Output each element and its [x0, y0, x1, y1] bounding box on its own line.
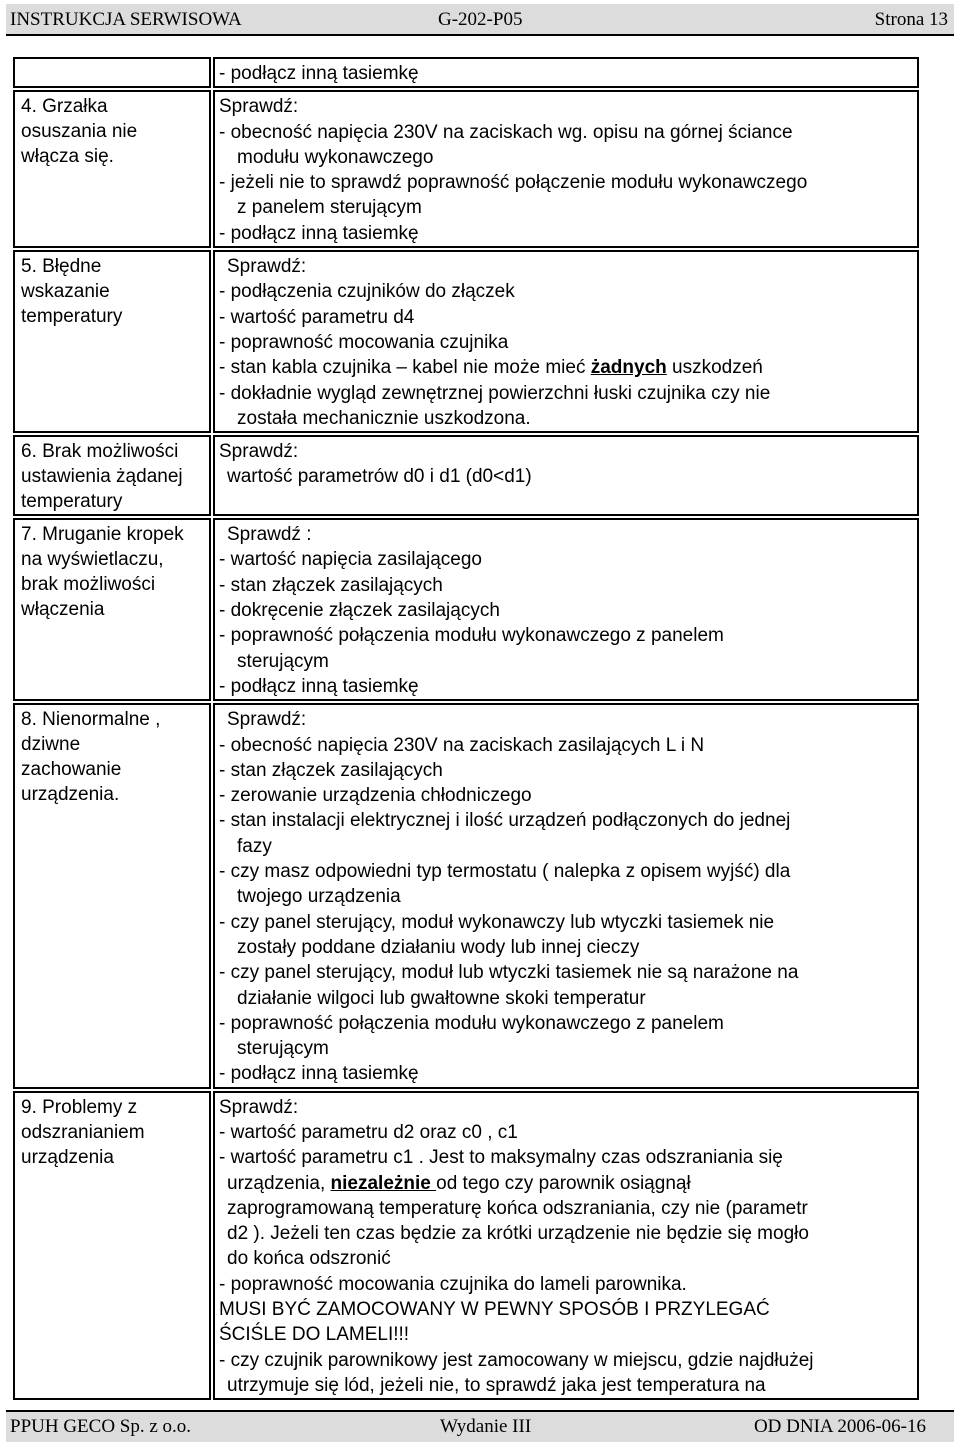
- footer-company: PPUH GECO Sp. z o.o.: [10, 1416, 192, 1437]
- footer-edition: Wydanie III: [440, 1416, 532, 1437]
- check-line: wartość parametrów d0 i d1 (d0<d1): [227, 466, 532, 488]
- check-line: - wartość parametru d4: [219, 306, 415, 328]
- page-footer: [6, 1410, 954, 1442]
- check-line: - obecność napięcia 230V na zaciskach wg. opisu na górnej ściance: [219, 121, 793, 143]
- check-line: sterującym: [237, 650, 329, 672]
- check-line: Sprawdź:: [219, 1096, 299, 1118]
- check-line: fazy: [237, 835, 272, 857]
- check-line: Sprawdź :: [227, 524, 312, 546]
- check-cell: [213, 57, 919, 88]
- check-line: Sprawdź:: [227, 709, 307, 731]
- check-text: uszkodzeń: [666, 357, 763, 379]
- check-line: Sprawdź:: [227, 256, 307, 278]
- check-line: - jeżeli nie to sprawdź poprawność połączenie modułu wykonawczego: [219, 172, 808, 194]
- problem-line: 7. Mruganie kropek: [21, 524, 184, 546]
- header-title: INSTRUKCJA SERWISOWA: [10, 9, 242, 30]
- check-line: twojego urządzenia: [237, 886, 401, 908]
- table-row: [13, 703, 919, 1088]
- check-cell: [213, 1091, 919, 1401]
- problem-line: odszranianiem: [21, 1121, 145, 1143]
- check-line: - wartość napięcia zasilającego: [219, 549, 482, 571]
- problem-cell: [13, 703, 211, 1088]
- check-line: MUSI BYĆ ZAMOCOWANY W PEWNY SPOSÓB I PRZYLEGAĆ: [219, 1299, 770, 1321]
- check-line: - czy czujnik parownikowy jest zamocowany w miejscu, gdzie najdłużej: [219, 1349, 814, 1371]
- check-line: - wartość parametru c1 . Jest to maksymalny czas odszraniania się: [219, 1147, 783, 1169]
- table-row: [13, 1091, 919, 1401]
- check-emphasis: żadnych: [590, 357, 667, 379]
- problem-line: temperatury: [21, 491, 123, 513]
- check-text: - stan kabla czujnika – kabel nie może mieć: [219, 357, 591, 379]
- problem-line: 5. Błędne: [21, 256, 102, 278]
- problem-line: temperatury: [21, 306, 123, 328]
- check-line: działanie wilgoci lub gwałtowne skoki temperatur: [237, 987, 646, 1009]
- check-line: - poprawność połączenia modułu wykonawczego z panelem: [219, 625, 724, 647]
- problem-line: 4. Grzałka: [21, 96, 108, 118]
- header-page-number: Strona 13: [874, 9, 948, 30]
- problem-line: włącza się.: [21, 146, 114, 168]
- check-line: - dokładnie wygląd zewnętrznej powierzchni łuski czujnika czy nie: [219, 382, 771, 404]
- check-line: - czy masz odpowiedni typ termostatu ( nalepka z opisem wyjść) dla: [219, 861, 791, 883]
- page-header: [6, 4, 954, 36]
- problem-cell: [13, 90, 211, 248]
- problem-line: osuszania nie: [21, 121, 138, 143]
- check-line: - zerowanie urządzenia chłodniczego: [219, 785, 532, 807]
- check-line: - stan złączek zasilających: [219, 759, 443, 781]
- check-line: Sprawdź:: [219, 96, 299, 118]
- footer-date: OD DNIA 2006-06-16: [753, 1416, 926, 1437]
- check-line: sterującym: [237, 1038, 329, 1060]
- check-line: - podłącz inną tasiemkę: [219, 222, 419, 244]
- problem-line: brak możliwości: [21, 574, 156, 596]
- check-text: urządzenia,: [227, 1172, 331, 1194]
- problem-line: 6. Brak możliwości: [21, 441, 179, 463]
- check-line: - stan złączek zasilających: [219, 574, 443, 596]
- check-line: utrzymuje się lód, jeżeli nie, to sprawdź jaka jest temperatura na: [227, 1374, 766, 1396]
- check-cell: [213, 703, 919, 1088]
- problem-line: na wyświetlaczu,: [21, 549, 164, 571]
- check-cell: [213, 90, 919, 248]
- check-emphasis: niezależnie: [330, 1172, 437, 1194]
- check-line: - poprawność mocowania czujnika do lameli parownika.: [219, 1273, 687, 1295]
- table-row: [13, 518, 919, 701]
- troubleshooting-table: [11, 55, 921, 1402]
- check-line: - czy panel sterujący, moduł wykonawczy lub wtyczki tasiemek nie: [219, 911, 775, 933]
- header-code: G-202-P05: [438, 9, 523, 30]
- problem-line: urządzenia: [21, 1146, 114, 1168]
- check-line: - poprawność połączenia modułu wykonawczego z panelem: [219, 1012, 724, 1034]
- check-line: [219, 355, 911, 380]
- problem-line: włączenia: [21, 599, 105, 621]
- problem-line: 8. Nienormalne ,: [21, 709, 161, 731]
- problem-line: wskazanie: [21, 281, 110, 303]
- check-text: od tego czy parownik osiągnął: [436, 1172, 691, 1194]
- check-line: - stan instalacji elektrycznej i ilość urządzeń podłączonych do jednej: [219, 810, 791, 832]
- problem-cell: [13, 1091, 211, 1401]
- problem-cell: [13, 518, 211, 701]
- check-line: ŚCIŚLE DO LAMELI!!!: [219, 1324, 410, 1346]
- check-cell: [213, 250, 919, 433]
- check-line: została mechanicznie uszkodzona.: [237, 407, 531, 429]
- check-cell: [213, 518, 919, 701]
- problem-line: 9. Problemy z: [21, 1096, 138, 1118]
- problem-line: zachowanie: [21, 759, 122, 781]
- check-line: - dokręcenie złączek zasilających: [219, 600, 500, 622]
- problem-cell: [13, 250, 211, 433]
- check-line: - obecność napięcia 230V na zaciskach zasilających L i N: [219, 734, 705, 756]
- check-line: [219, 1171, 911, 1196]
- check-line: - wartość parametru d2 oraz c0 , c1: [219, 1121, 518, 1143]
- problem-cell: [13, 57, 211, 88]
- check-line: Sprawdź:: [219, 441, 299, 463]
- check-line: zostały poddane działaniu wody lub innej cieczy: [237, 936, 640, 958]
- table-row: [13, 250, 919, 433]
- table-row: [13, 90, 919, 248]
- check-line: z panelem sterującym: [237, 197, 422, 219]
- check-line: - podłączenia czujników do złączek: [219, 281, 515, 303]
- table-row: [13, 57, 919, 88]
- check-line: modułu wykonawczego: [237, 146, 434, 168]
- check-line: - poprawność mocowania czujnika: [219, 331, 509, 353]
- problem-line: dziwne: [21, 734, 81, 756]
- problem-line: ustawienia żądanej: [21, 466, 183, 488]
- problem-cell: [13, 435, 211, 516]
- check-line: - podłącz inną tasiemkę: [219, 63, 419, 84]
- check-cell: [213, 435, 919, 516]
- check-line: do końca odszronić: [227, 1248, 391, 1270]
- check-line: zaprogramowaną temperaturę końca odszraniania, czy nie (parametr: [227, 1197, 808, 1219]
- check-line: - podłącz inną tasiemkę: [219, 675, 419, 697]
- check-line: - podłącz inną tasiemkę: [219, 1063, 419, 1085]
- check-line: d2 ). Jeżeli ten czas będzie za krótki urządzenie nie będzie się mogło: [227, 1223, 809, 1245]
- check-line: - czy panel sterujący, moduł lub wtyczki tasiemek nie są narażone na: [219, 962, 799, 984]
- problem-line: urządzenia.: [21, 784, 120, 806]
- table-row: [13, 435, 919, 516]
